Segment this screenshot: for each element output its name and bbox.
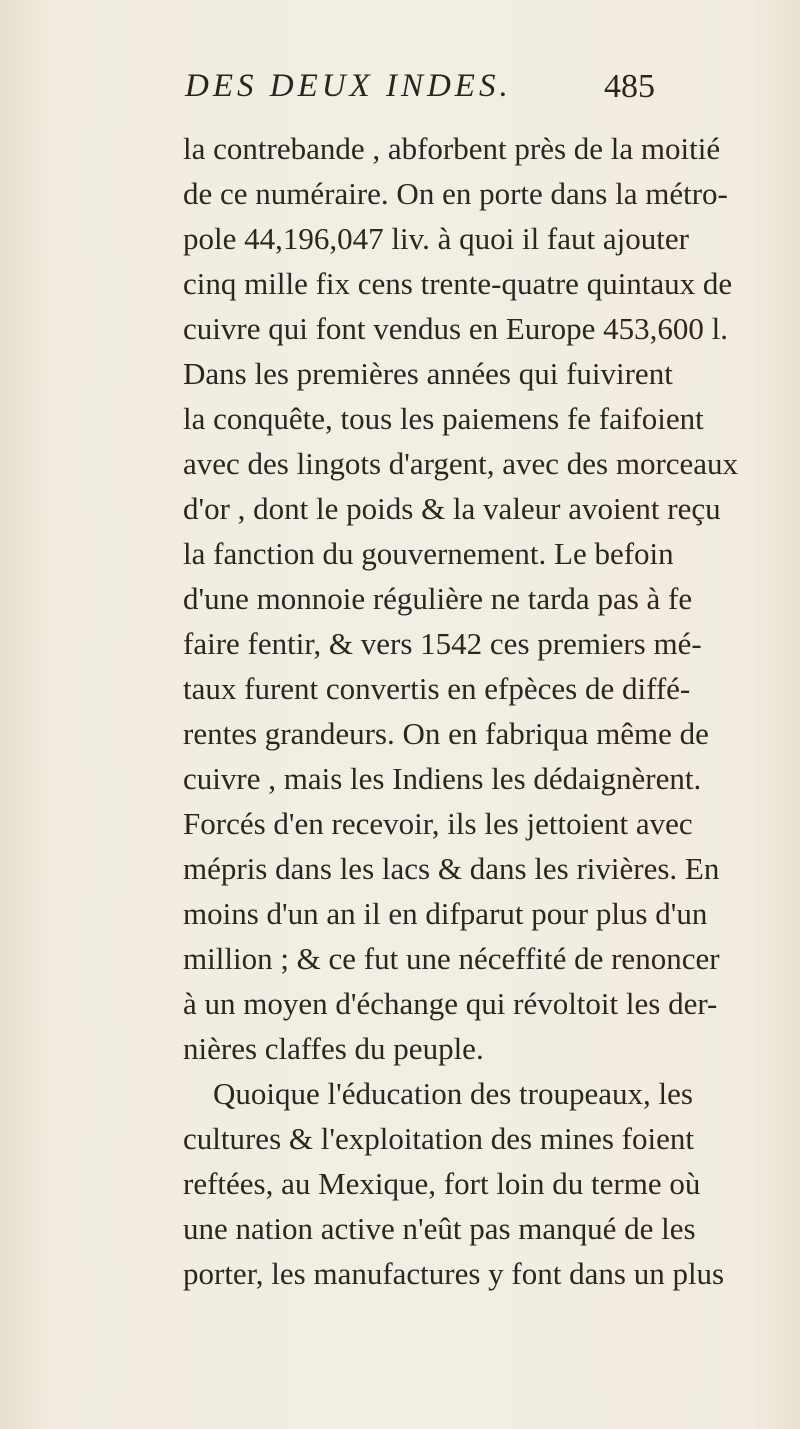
text-line: cuivre qui font vendus en Europe 453,600 l. [183, 311, 728, 346]
text-line: pole 44,196,047 liv. à quoi il faut ajouter [183, 221, 689, 256]
body-text [183, 126, 739, 1296]
text-line: avec des lingots d'argent, avec des morceaux [183, 446, 739, 481]
text-line: nières claffes du peuple. [183, 1031, 484, 1066]
text-line: à un moyen d'échange qui révoltoit les der- [183, 986, 718, 1021]
text-line: d'une monnoie régulière ne tarda pas à fe [183, 581, 693, 616]
text-line: de ce numéraire. On en porte dans la métro- [183, 176, 728, 211]
text-line: porter, les manufactures y font dans un plus [183, 1256, 725, 1291]
text-line: cultures & l'exploitation des mines foient [183, 1121, 694, 1156]
text-line: mépris dans les lacs & dans les rivières. En [183, 851, 720, 886]
text-line: faire fentir, & vers 1542 ces premiers mé- [183, 626, 702, 661]
text-line: la fanction du gouvernement. Le befoin [183, 536, 674, 571]
page-header [185, 62, 655, 112]
text-line: la conquête, tous les paiemens fe faifoient [183, 401, 704, 436]
text-line: taux furent convertis en efpèces de diffé- [183, 671, 691, 706]
text-line: cuivre , mais les Indiens les dédaignèrent. [183, 761, 702, 796]
text-line: rentes grandeurs. On en fabriqua même de [183, 716, 709, 751]
text-line: Dans les premières années qui fuivirent [183, 356, 673, 391]
text-line: cinq mille fix cens trente-quatre quintaux de [183, 266, 733, 301]
text-line: Quoique l'éducation des troupeaux, les [213, 1076, 693, 1111]
text-line: Forcés d'en recevoir, ils les jettoient avec [183, 806, 693, 841]
text-line: une nation active n'eût pas manqué de les [183, 1211, 696, 1246]
text-line: d'or , dont le poids & la valeur avoient reçu [183, 491, 721, 526]
page-number: 485 [604, 68, 655, 105]
text-line: million ; & ce fut une néceffité de renoncer [183, 941, 720, 976]
running-head: DES DEUX INDES. [185, 68, 512, 104]
text-line: reftées, au Mexique, fort loin du terme où [183, 1166, 701, 1201]
text-line: moins d'un an il en difparut pour plus d'un [183, 896, 708, 931]
text-line: la contrebande , abforbent près de la moitié [183, 131, 721, 166]
